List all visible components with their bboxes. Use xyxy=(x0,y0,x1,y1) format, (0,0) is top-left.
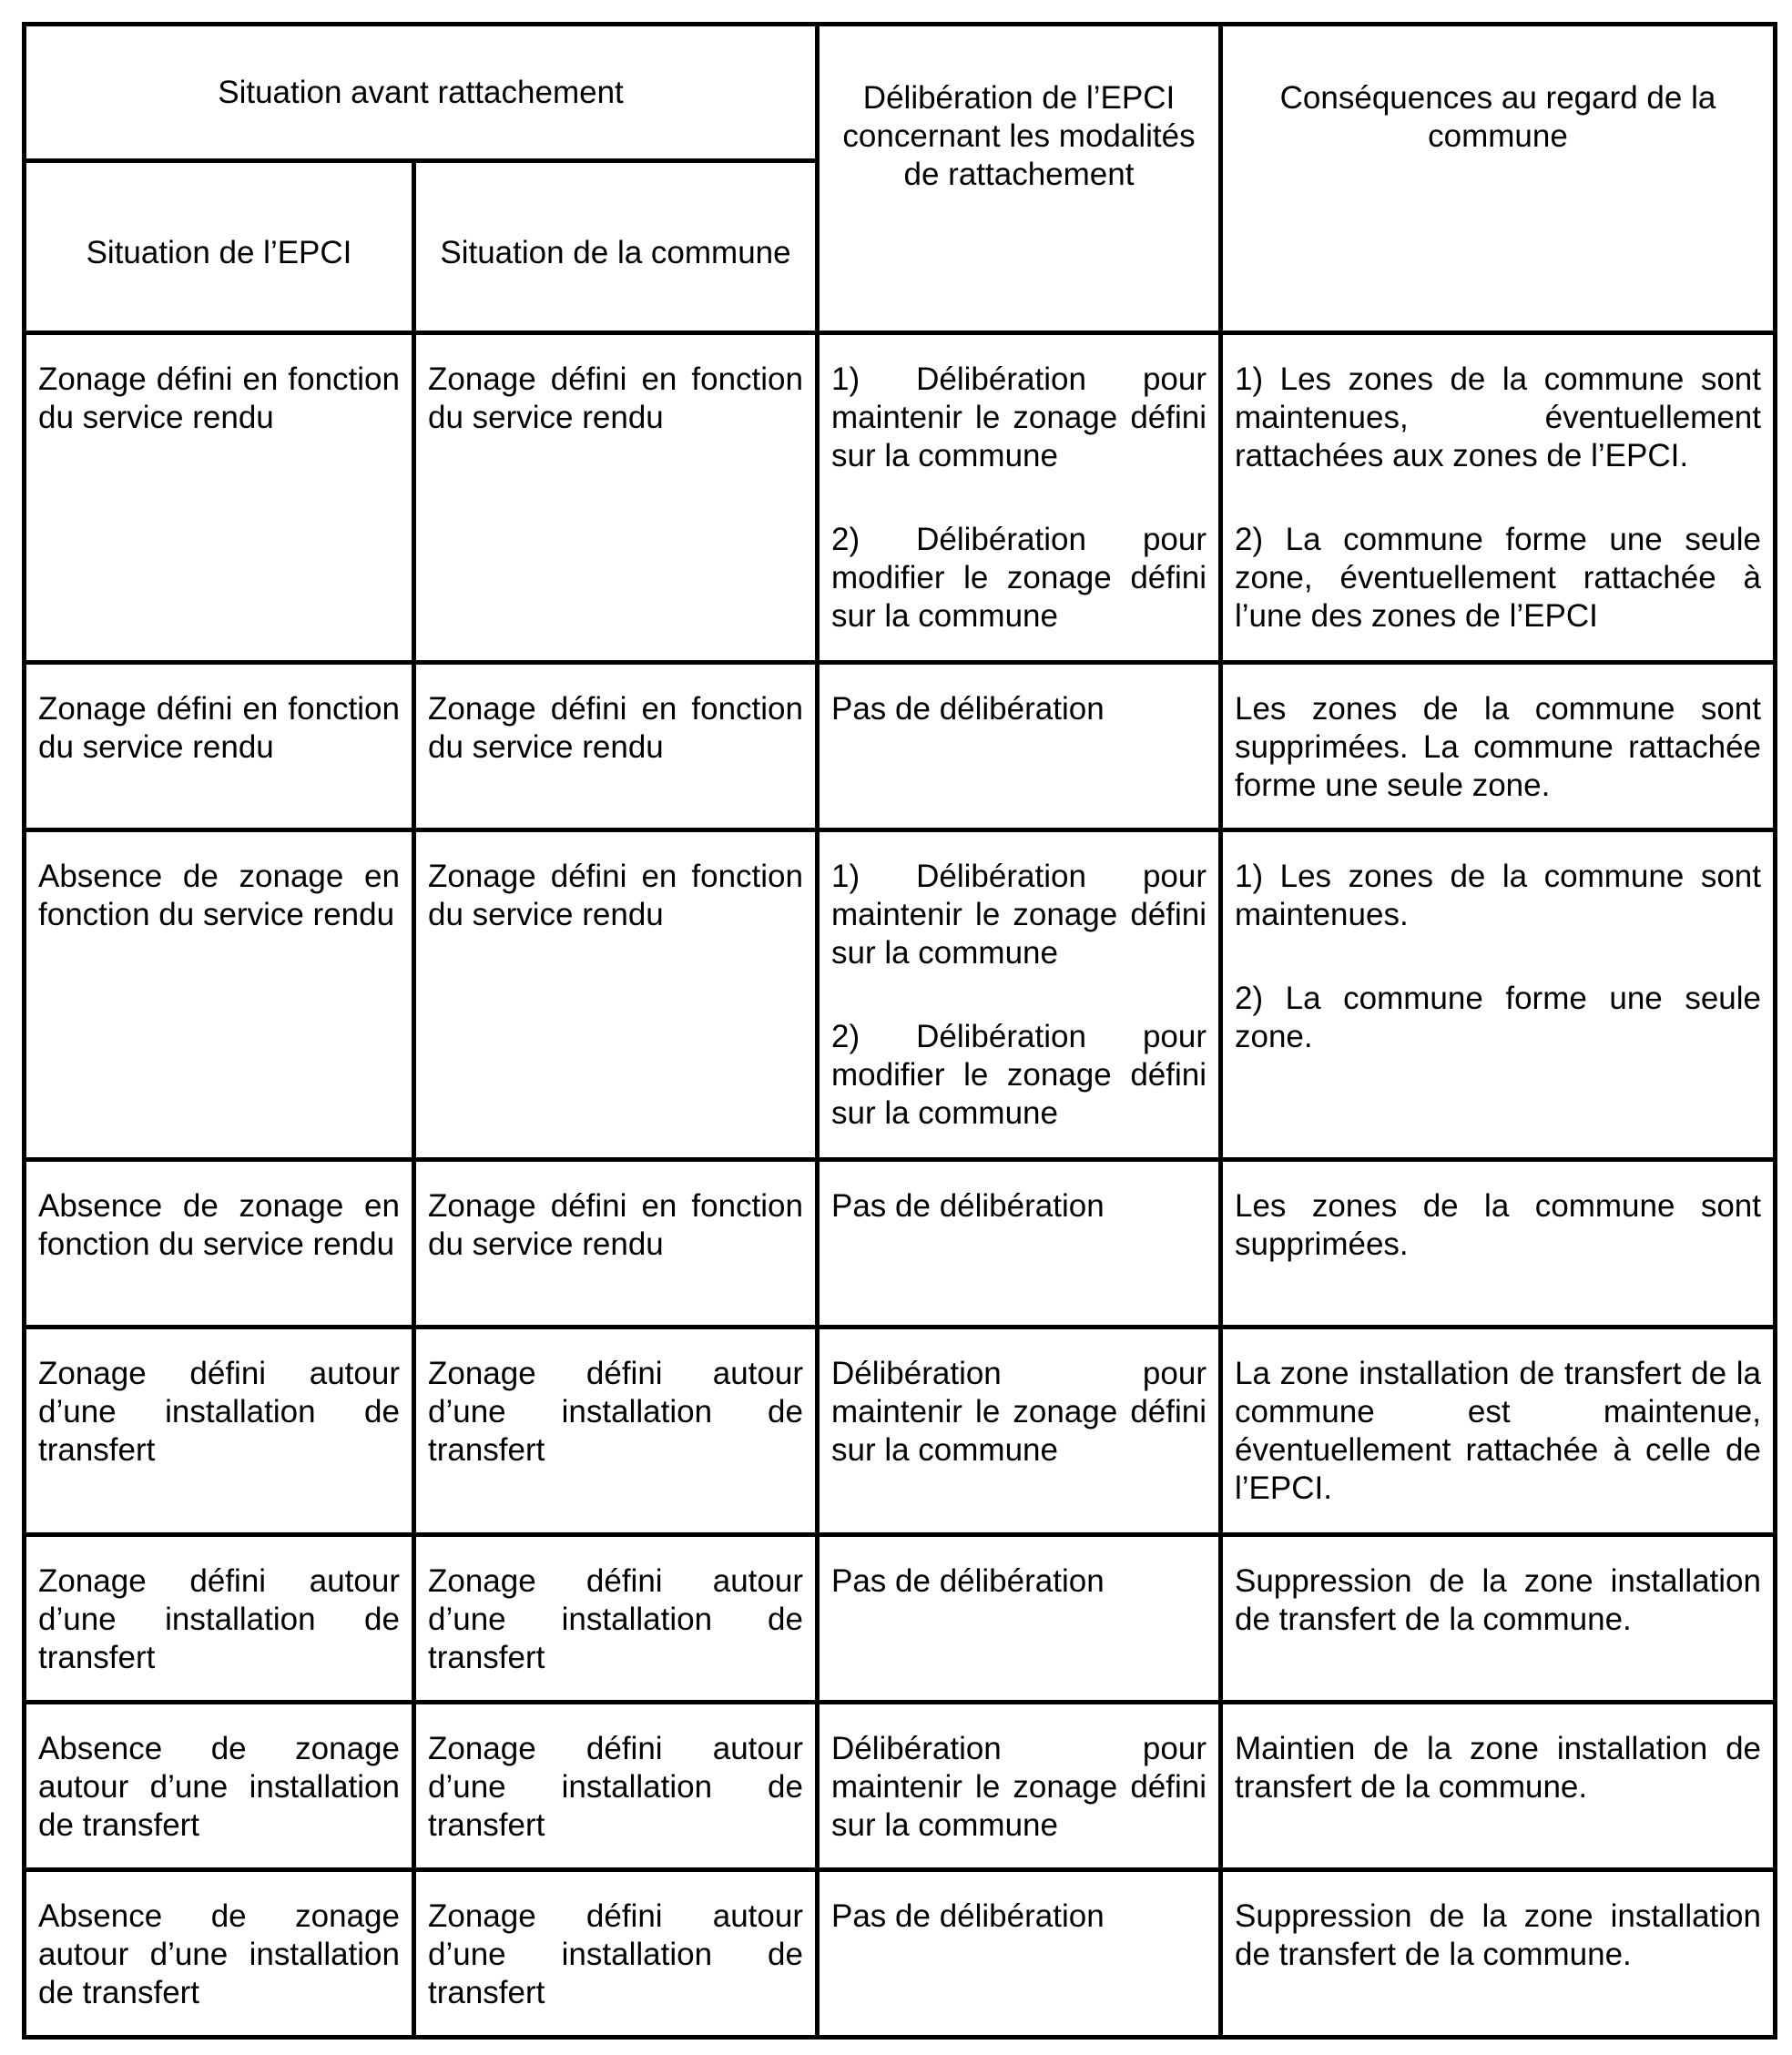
table-row xyxy=(25,1160,1776,1328)
deliberation-paragraph: Pas de délibération xyxy=(831,1188,1105,1224)
cell-situation-commune: Zonage défini autour d’une installation de transfert xyxy=(414,1703,818,1870)
cell-consequences xyxy=(1221,1328,1776,1535)
cell-situation-commune: Zonage défini en fonction du service rendu xyxy=(414,333,818,663)
deliberation-paragraph: Délibération pour maintenir le zonage défini sur la commune xyxy=(831,1731,1207,1843)
cell-situation-commune: Zonage défini en fonction du service rendu xyxy=(414,830,818,1160)
deliberation-paragraph: 2) Délibération pour modifier le zonage défini sur la commune xyxy=(831,522,1207,634)
cell-consequences xyxy=(1221,830,1776,1160)
cell-situation-epci: Zonage défini en fonction du service rendu xyxy=(25,333,414,663)
cell-deliberation xyxy=(818,830,1221,1160)
consequences-paragraph: 2) La commune forme une seule zone, éventuellement rattachée à l’une des zones de l’EPCI xyxy=(1235,522,1761,634)
header-situation-avant: Situation avant rattachement xyxy=(25,25,818,161)
header-situation-epci: Situation de l’EPCI xyxy=(25,161,414,333)
table-row xyxy=(25,1703,1776,1870)
deliberation-paragraph: Pas de délibération xyxy=(831,1563,1105,1599)
cell-consequences xyxy=(1221,333,1776,663)
cell-deliberation xyxy=(818,333,1221,663)
consequences-paragraph: Les zones de la commune sont supprimées. xyxy=(1235,1188,1761,1262)
cell-situation-commune: Zonage défini en fonction du service rendu xyxy=(414,1160,818,1328)
header-deliberation: Délibération de l’EPCI concernant les modalités de rattachement xyxy=(818,25,1221,333)
cell-situation-commune: Zonage défini autour d’une installation de transfert xyxy=(414,1328,818,1535)
consequences-paragraph: La zone installation de transfert de la commune est maintenue, éventuellement rattachée à celle de l’EPCI. xyxy=(1235,1356,1761,1506)
cell-situation-epci: Absence de zonage autour d’une installation de transfert xyxy=(25,1703,414,1870)
deliberation-paragraph: Pas de délibération xyxy=(831,1898,1105,1934)
cell-situation-epci: Absence de zonage en fonction du service rendu xyxy=(25,1160,414,1328)
table-body xyxy=(25,333,1776,2038)
cell-situation-commune: Zonage défini autour d’une installation de transfert xyxy=(414,1870,818,2038)
deliberation-paragraph: 1) Délibération pour maintenir le zonage défini sur la commune xyxy=(831,859,1207,971)
rattachement-table xyxy=(22,22,1777,2040)
cell-situation-commune: Zonage défini en fonction du service rendu xyxy=(414,663,818,830)
cell-deliberation xyxy=(818,1870,1221,2038)
table-row xyxy=(25,333,1776,663)
cell-consequences xyxy=(1221,1703,1776,1870)
cell-deliberation xyxy=(818,1703,1221,1870)
cell-deliberation xyxy=(818,1328,1221,1535)
cell-consequences xyxy=(1221,1535,1776,1703)
deliberation-paragraph: 2) Délibération pour modifier le zonage défini sur la commune xyxy=(831,1019,1207,1131)
cell-deliberation xyxy=(818,1160,1221,1328)
consequences-paragraph: Maintien de la zone installation de transfert de la commune. xyxy=(1235,1731,1761,1805)
consequences-paragraph: 1) Les zones de la commune sont maintenues. xyxy=(1235,859,1761,932)
deliberation-paragraph: 1) Délibération pour maintenir le zonage défini sur la commune xyxy=(831,361,1207,473)
table-row xyxy=(25,830,1776,1160)
cell-situation-commune: Zonage défini autour d’une installation de transfert xyxy=(414,1535,818,1703)
consequences-paragraph: 1) Les zones de la commune sont maintenues, éventuellement rattachées aux zones de l’EPCI. xyxy=(1235,361,1761,473)
cell-situation-epci: Zonage défini autour d’une installation de transfert xyxy=(25,1535,414,1703)
cell-consequences xyxy=(1221,1160,1776,1328)
header-consequences: Conséquences au regard de la commune xyxy=(1221,25,1776,333)
cell-situation-epci: Absence de zonage en fonction du service rendu xyxy=(25,830,414,1160)
consequences-paragraph: Suppression de la zone installation de transfert de la commune. xyxy=(1235,1563,1761,1637)
consequences-paragraph: 2) La commune forme une seule zone. xyxy=(1235,981,1761,1054)
cell-situation-epci: Zonage défini autour d’une installation de transfert xyxy=(25,1328,414,1535)
table-row xyxy=(25,1535,1776,1703)
header-situation-commune: Situation de la commune xyxy=(414,161,818,333)
cell-consequences xyxy=(1221,1870,1776,2038)
cell-consequences xyxy=(1221,663,1776,830)
cell-deliberation xyxy=(818,1535,1221,1703)
deliberation-paragraph: Délibération pour maintenir le zonage défini sur la commune xyxy=(831,1356,1207,1468)
cell-situation-epci: Absence de zonage autour d’une installation de transfert xyxy=(25,1870,414,2038)
deliberation-paragraph: Pas de délibération xyxy=(831,691,1105,727)
consequences-paragraph: Suppression de la zone installation de transfert de la commune. xyxy=(1235,1898,1761,1972)
cell-situation-epci: Zonage défini en fonction du service rendu xyxy=(25,663,414,830)
table-row xyxy=(25,1328,1776,1535)
consequences-paragraph: Les zones de la commune sont supprimées. La commune rattachée forme une seule zone. xyxy=(1235,691,1761,803)
cell-deliberation xyxy=(818,663,1221,830)
table-row xyxy=(25,663,1776,830)
table-row xyxy=(25,1870,1776,2038)
